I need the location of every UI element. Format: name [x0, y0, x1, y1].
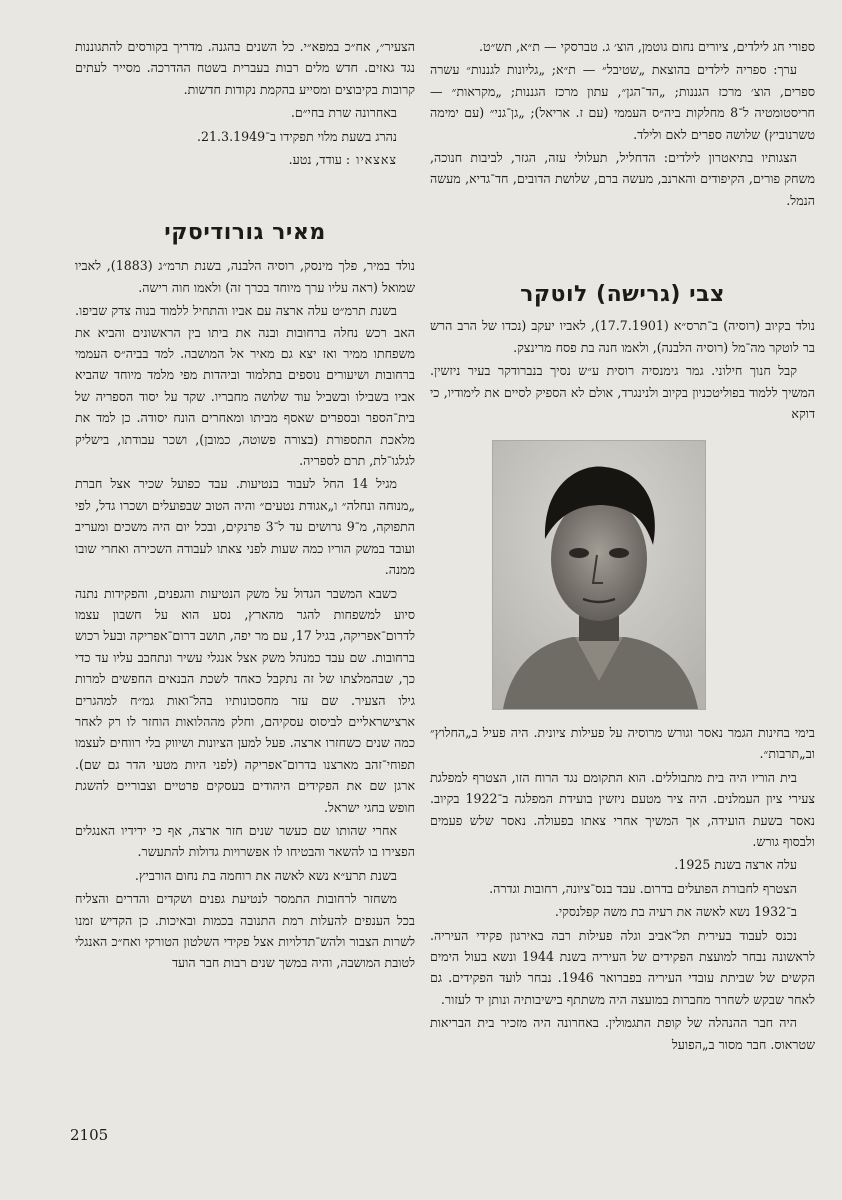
descendants-names: עודד, נטע.: [288, 152, 342, 168]
paragraph: בית הוריו היה בית מתבוללים. הוא התקומם נגד הרוח הזו, הצטרף למפלגת צעירי ציון העמלנים. היה ציר מטעם ניזשין בועידת המפלגה ב־1922 בקיוב. נאסר בשעת הועידה, אך המשיך אחרי צאתו בפעולה. נאסר שלש פעמים ולבסוף גורש.: [430, 769, 815, 850]
paragraph: קבל חנוך חילוני. גמר גימנסיה רוסית ע״ש נסיך בנברודקר בעיר ניזשין. המשיך ללמוד בפוליטכניון בקיוב ולנינגרד, אולם לא הספיק לסיים את לימודיו, כי דוקא: [430, 363, 815, 422]
descendants-label: צאצאיו :: [345, 152, 397, 168]
paragraph: משחזר לרחובות התמסר לנטיעת גפנים ושקדים והדרים והצליח בכל הענפים להעלות רמת התנובה בכמות ובאיכות. כן הקדיש זמנו לשרות הצבור ולהש־תדלויות אצל פקידי השלטון הטורקי ואח״כ האנגלי לטובת המושבה, והיה במשך שנים רבות חבר הועד: [75, 891, 415, 971]
entry-heading-lutker: צבי (גרישה) לוטקר: [520, 282, 725, 307]
right-column-bio-top: [430, 284, 815, 426]
paragraph: ב־1932 נשא לאשה את רעיה בת משה קפלנסקי.: [554, 904, 797, 920]
descendants-line: [75, 149, 415, 170]
paragraph: בשנת תרמ״ט עלה ארצה עם אביו והתחיל ללמוד בנוה צדק שביפו. האב רכש נחלה ברחובות ובנה את ביתו בין הראשונים והביא את משפחתו ממיר ואז יצא גם מאיר אל המושבה. למד בביה״ס העממי ברחובות ושיעורים נוספים בתלמוד וביהדות מפי מלמד מיוחד שהביא אביו בשבילו ובשביל עוד שלושה מחבריו. שקד על יסוד הספריה של בית־הספר ובספרים שאסף מביתו ומאחרים הונח יסודה. כן למד את מלאכת התספורת (בצורה פשוטה, כמובן), ושכר עבודתו, בישליק לגלגו־לת, תרם לספריה.: [75, 303, 415, 469]
paragraph: כשבא המשבר הגדול על משק הנטיעות והגפנים, והפקידות נתנה סיוע למשפחות להגר מהארץ, נסע הוא על חשבון עצמו לדרום־אפריקה, בגיל 17, עם מר יפה, תושב דרום־אפריקה ובעל רכוש ברחובות. שם עבד כמנהל משק אצל אנגלי עשיר ונתחבב עליו עד כדי כך, שבהמלצתו של זה נתקבל כאחד לשכת הבנאים החפשים למרות גילו הצעיר. שם עזר מחסכונותיו בהל־ואות גמ״ח למהגרים ארצישראליים לביסוס עסקיהם, וחלק מההלואות הוחזר לו רק לאחר כמה שנים כשחזרו ארצה. פעל למען הציונות ושיווק בלי רווחים לעצמו תפוחי־זהב מארצנו בדרום־אפריקה (לפני היות מטעי הדר גם שם). ארגן שם את הפקידים היהודים בעסקים פרטיים וצבוריים להשגת חופש בחגי ישראל.: [75, 585, 416, 815]
paragraph: אחרי שהותו שם כעשר שנים חזר ארצה, אף כי ידידיו האנגלים הפצירו בו להשאר והבטיחו לו אפשרויות גדולות להתעשר.: [75, 822, 415, 860]
paragraph: הצטרף לחבורת הפועלים בדרום. עבד בנס־ציונה, רחובות וגדרה.: [489, 880, 797, 896]
paragraph: הצעיר״, אח״כ במפא״י. כל השנים בהגנה. מדריך בקורסים להתגוננות נגד גאזים. חדש מלים רבות בעברית בשטח ההדרכה. מסייר לעתים קרובות בקיבוצים ומסייע בהקמת נקודות חדשות.: [75, 39, 415, 97]
paragraph: נכנס לעבוד בעירית תל־אביב וגלה פעילות רבה באירגון פקידי העיריה. לראשונה נבחר למועצת הפקידים של העיריה בשנת 1944 ונשא בעול הימים הקשים של שביתת עובדי העיריה בפברואר 1946. נבחר לועד הפקידים. גם לאחר שבקש לשחרר מחברות במועצה היה משתתף בישיבותיה ונותן יד לעזור.: [430, 927, 815, 1007]
paragraph: נולד בקיוב (רוסיה) ב־תרס״א (17.7.1901), לאביו יעקב (נכדו של הרב הרש בר לוטקר מה־מל (רוסיה הלבנה), ולאמו חנה בת פסח מרינצק.: [430, 318, 815, 355]
paragraph: ספורי חג לילדים, ציורים נחום גוטמן, הוצ׳ ג. טברסקי — ת״א, תש״ט.: [479, 39, 815, 54]
paragraph: נהרג בשעת מלוי תפקידו ב־21.3.1949.: [197, 128, 397, 144]
right-column-bio-bottom: [430, 722, 815, 1057]
paragraph: בימי בחינות הגמר נאסר וגורש מרוסיה על פעילות ציונית. היה פעיל ב„החלוץ״ וב„תרבות״.: [430, 725, 815, 762]
entry-heading-gorodiski: מאיר גורודיסקי: [164, 220, 326, 245]
paragraph: בשנת תרע״א נשא לאשה את רוחמה בת נחום הורביץ.: [134, 867, 397, 883]
portrait-photo: [492, 440, 706, 710]
paragraph: הצגותיו בתיאטרון לילדים: הדחליל, תעלולי עזה, הגזר, לביבות חנוכה, משחק פורים, הקיפודים והארנב, מעשה ברם, שלושת הדובים, חד־גדיא, מעשה הנמל.: [430, 150, 815, 208]
paragraph: באחרונה שרת בחי״ם.: [290, 105, 397, 121]
paragraph: מגיל 14 החל לעבוד בנטיעות. עבד כפועל שכיר אצל חברת „מנוחה ונחלה״ ו„אגודת נטעים״ והיה הטוב שבפועלים ושכרו גדל, לפי התפוקה, מ־9 גרושים עד ל־3 פרנקים, ובכל יום היה משכים ומעריב ועובד במשק הוריו כמה שעות לפני צאתו לעבודה השכירה ואחרי שובו ממנה.: [75, 476, 415, 578]
page-number: 2105: [70, 1126, 109, 1144]
paragraph: היה חבר ההנהלה של קופת התגמולין. באחרונה היה מזכיר בית הבריאות שטראוס. חבר מסור ב„הפועל: [430, 1015, 815, 1052]
right-column-top: [430, 36, 815, 213]
paragraph: עלה ארצה בשנת 1925.: [674, 857, 797, 873]
left-column-bio: [75, 222, 415, 976]
left-column-top: [75, 36, 415, 172]
paragraph: נולד במיר, פלך מינסק, רוסיה הלבנה, בשנת תרמ״ג (1883), לאביו שמואל (ראה עליו ערך מיוחד בכרך זה) ולאמו חוה רישה.: [75, 258, 415, 295]
paragraph: ערך: ספריה לילדים בהוצאת „שטיבל״ — ת״א; „גליונות לגננות״ עשרה ספרים, הוצ׳ מרכז הגננות; „הד־הגן״, עתון מרכז הגננות; „מקראות״ — חריסטומטיה ל־8 מחלקות ביה״ס העממי (עם ז. אריאל); „גן־גני״ (עם ימימה טשרנוביץ) שלושה ספרים לאם ולילד.: [430, 62, 815, 142]
